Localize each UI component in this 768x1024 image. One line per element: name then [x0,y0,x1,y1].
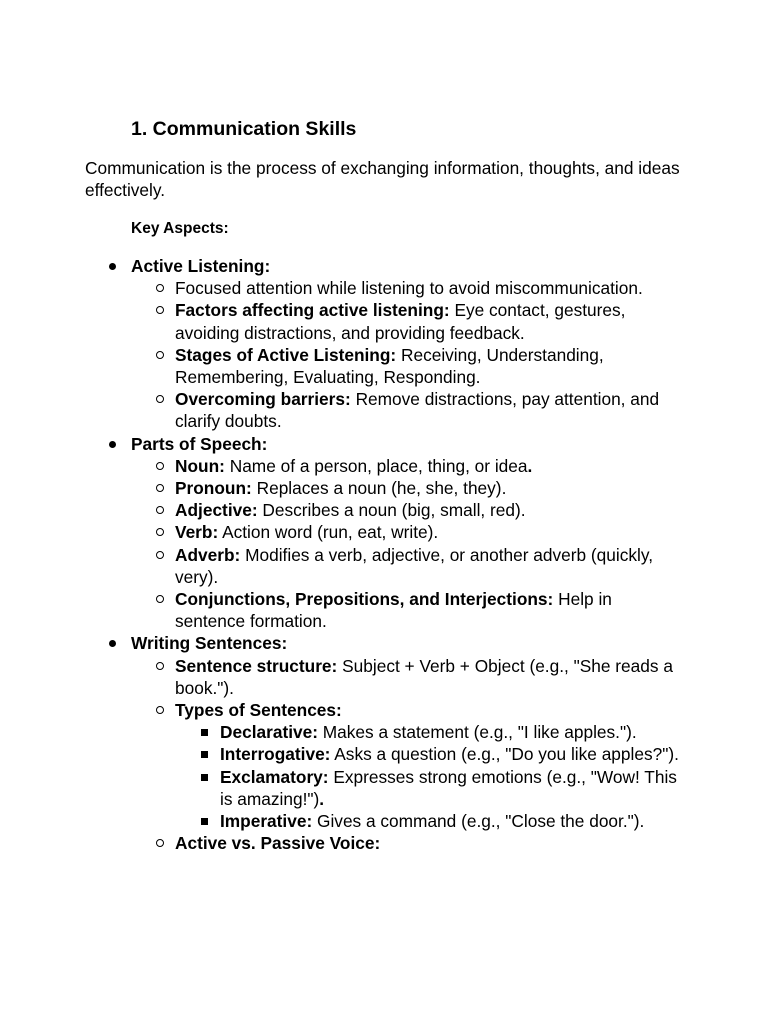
item-term: Noun: [175,455,225,476]
bullet-circle-icon [156,306,164,314]
bullet-square-icon [201,818,208,825]
bullet-square-icon [201,729,208,736]
bullet-circle-icon [156,506,164,514]
item-text: Modifies a verb, adjective, or another adverb (quickly, very). [175,544,654,587]
bullet-circle-icon [156,662,164,670]
item-term: Stages of Active Listening: [175,344,397,365]
item-term: Sentence structure: [175,655,338,676]
bullet-circle-icon [156,484,164,492]
item-text: Focused attention while listening to avoid miscommunication. [175,278,643,299]
item-term: Verb: [175,522,219,543]
list-item [175,743,680,765]
list-item [131,388,675,432]
bullet-square-icon [201,774,208,781]
sections-list [0,255,768,854]
list-item [131,655,675,699]
outline [0,255,768,854]
sentence-types-list [175,721,679,832]
item-term: Interrogative: [220,744,331,765]
list-item [131,499,675,521]
item-text: Action word (run, eat, write). [218,522,439,543]
bullet-circle-icon [156,528,164,536]
section-parts-of-speech [0,433,691,633]
item-text: Describes a noun (big, small, red). [257,500,526,521]
intro-paragraph: Communication is the process of exchanging information, thoughts, and ideas effectively. [85,158,680,200]
list-item [175,810,680,832]
bullet-circle-icon [156,395,164,403]
bullet-circle-icon [156,595,164,603]
item-text: Eye contact, gestures, avoiding distractions, and providing feedback. [175,300,626,343]
section-title: Writing Sentences: [131,633,288,654]
bullet-disc-icon [109,263,116,270]
item-text: Receiving, Understanding, Remembering, Evaluating, Responding. [175,344,604,388]
bullet-circle-icon [156,551,164,559]
bullet-square-icon [201,751,208,758]
item-term: Active vs. Passive Voice: [175,833,381,854]
list-item [131,277,675,299]
item-term: Factors affecting active listening: [175,300,450,321]
list-item [131,455,675,477]
bullet-circle-icon [156,462,164,470]
item-term: Pronoun: [175,478,252,499]
section-heading: 1. Communication Skills [131,118,357,140]
item-term: Overcoming barriers: [175,389,351,410]
list-item [131,699,679,832]
list-item [175,721,680,743]
item-term: Conjunctions, Prepositions, and Interjections: [175,589,554,610]
bullet-circle-icon [156,351,164,359]
item-text: Asks a question (e.g., "Do you like apples?"). [330,744,679,765]
item-term: Declarative: [220,722,318,743]
list-item [131,544,675,588]
item-text: Help in sentence formation. [175,589,612,632]
item-text: Expresses strong emotions (e.g., "Wow! This is amazing!") [220,766,677,809]
bullet-circle-icon [156,839,164,847]
item-text: Name of a person, place, thing, or idea [224,455,528,476]
list-item [131,521,675,543]
bullet-circle-icon [156,706,164,714]
item-tail: . [319,788,325,809]
list-item [131,299,675,343]
item-term: Adjective: [175,500,258,521]
item-text: Replaces a noun (he, she, they). [251,478,507,499]
bullet-disc-icon [109,640,116,647]
item-term: Imperative: [220,811,313,832]
section-items [131,455,691,633]
item-text: Subject + Verb + Object (e.g., "She reads a book."). [175,655,673,698]
key-aspects-subheading: Key Aspects: [131,220,229,237]
section-items [131,655,691,855]
item-text: Remove distractions, pay attention, and clarify doubts. [175,389,660,432]
item-term: Exclamatory: [220,766,329,787]
item-term: Types of Sentences: [175,700,342,721]
item-tail: . [527,455,533,476]
item-text: Makes a statement (e.g., "I like apples."). [317,722,637,743]
item-term: Adverb: [175,544,241,565]
list-item [175,766,680,810]
section-active-listening [0,255,691,433]
list-item [131,588,675,632]
item-text: Gives a command (e.g., "Close the door."). [312,811,645,832]
bullet-disc-icon [109,441,116,448]
section-title: Parts of Speech: [131,433,268,454]
list-item [131,344,675,388]
section-items [131,277,691,432]
list-item [131,832,675,854]
section-writing-sentences [0,632,691,854]
list-item [131,477,675,499]
section-title: Active Listening: [131,256,271,276]
bullet-circle-icon [156,284,164,292]
